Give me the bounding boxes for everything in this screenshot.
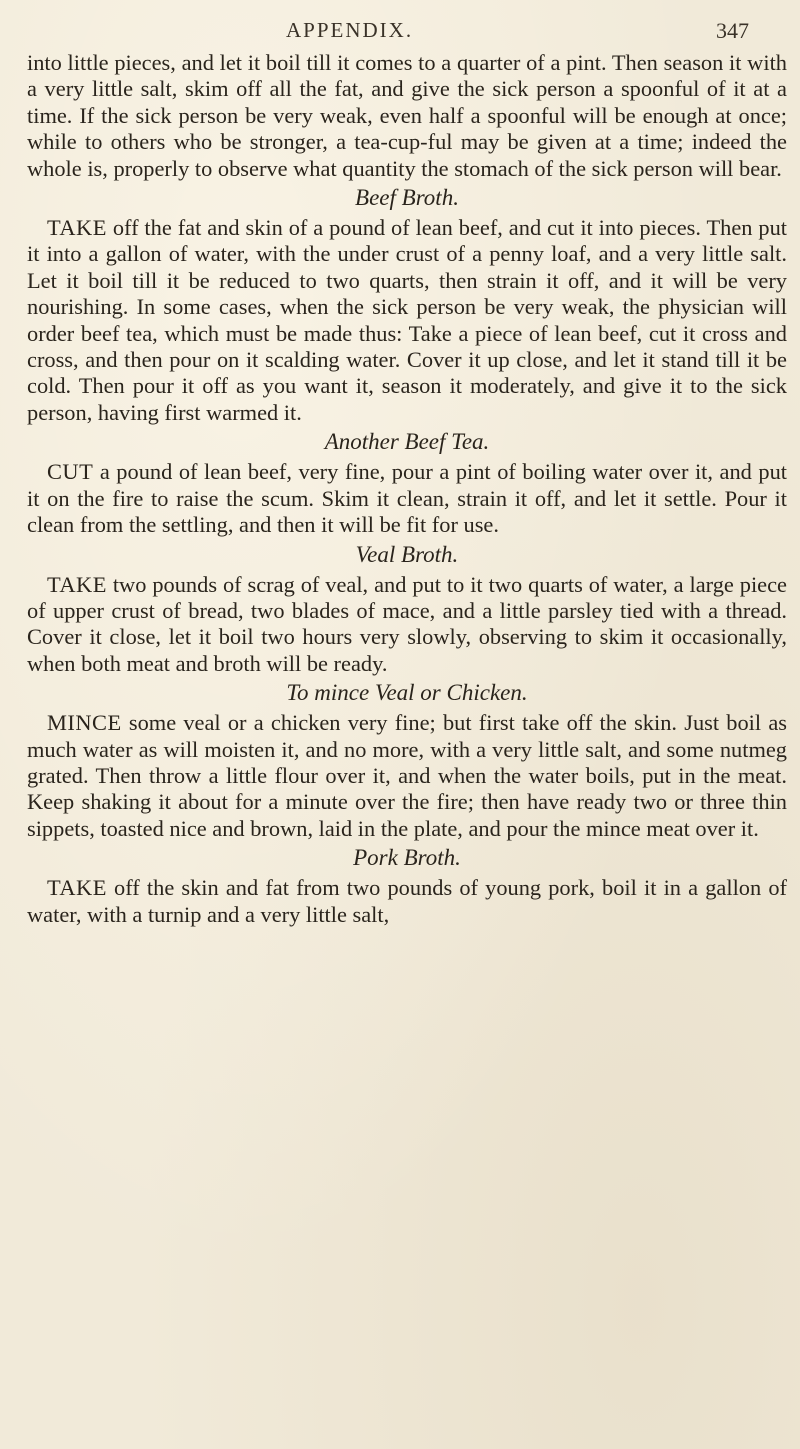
lead-word: TAKE xyxy=(47,571,107,597)
paragraph-mince-veal-or-chicken xyxy=(27,710,787,842)
lead-word: TAKE xyxy=(47,875,107,901)
paragraph-text: some veal or a chicken very fine; but first take off the skin. Just boil as much water as will moisten it, and no more, with a very little salt, and some nutmeg grated. Then throw a little flour over it, and when the water boils, put in the meat. Keep shaking it about for a minute over the fire; then have ready two or three thin sippets, toasted nice and brown, laid in the plate, and pour the mince meat over it. xyxy=(27,710,787,841)
paragraph-text: two pounds of scrag of veal, and put to it two quarts of water, a large piece of upper crust of bread, two blades of mace, and a little parsley tied with a thread. Cover it close, let it boil two hours very slowly, observing to skim it occasionally, when both meat and broth will be ready. xyxy=(27,571,787,676)
paragraph-text: a pound of lean beef, very fine, pour a pint of boiling water over it, and put it on the fire to raise the scum. Skim it clean, strain it off, and let it settle. Pour it clean from the settling, and then it will be fit for use. xyxy=(27,459,787,538)
heading-another-beef-tea: Another Beef Tea. xyxy=(324,429,490,455)
paragraph-veal-broth xyxy=(27,572,787,678)
paragraph-another-beef-tea xyxy=(27,459,787,538)
paragraph-pork-broth xyxy=(27,875,787,928)
heading-beef-broth: Beef Broth. xyxy=(355,185,459,211)
paragraph-beef-broth xyxy=(27,215,787,426)
running-head xyxy=(0,18,800,54)
heading-pork-broth: Pork Broth. xyxy=(353,845,461,871)
lead-word: CUT xyxy=(47,459,94,485)
page-number: 347 xyxy=(716,18,749,43)
lead-word: TAKE xyxy=(47,215,107,241)
text-block xyxy=(27,50,787,928)
heading-mince-veal-or-chicken: To mince Veal or Chicken. xyxy=(286,680,528,706)
paragraph-text: off the skin and fat from two pounds of young pork, boil it in a gallon of water, with a turnip and a very little salt, xyxy=(27,875,787,927)
running-title: APPENDIX. xyxy=(286,18,414,42)
heading-veal-broth: Veal Broth. xyxy=(355,541,459,567)
continuation-paragraph: into little pieces, and let it boil till it comes to a quarter of a pint. Then season it with a very little salt, skim off all the fat, and give the sick person a spoonful of it at a time. If the sick person be very weak, even half a spoonful will be enough at once; while to others who be stronger, a tea-cup-ful may be given at a time; indeed the whole is, properly to observe what quantity the stomach of the sick person will bear. xyxy=(27,50,787,181)
paragraph-text: off the fat and skin of a pound of lean beef, and cut it into pieces. Then put it into a gallon of water, with the under crust of a penny loaf, and a very little salt. Let it boil till it be reduced to two quarts, then strain it off, and it will be very nourishing. In some cases, when the sick person be very weak, the physician will order beef tea, which must be made thus: Take a piece of lean beef, cut it cross and cross, and then pour on it scalding water. Cover it up close, and let it stand till it be cold. Then pour it off as you want it, season it moderately, and give it to the sick person, having first warmed it. xyxy=(27,215,787,425)
lead-word: MINCE xyxy=(47,710,122,736)
